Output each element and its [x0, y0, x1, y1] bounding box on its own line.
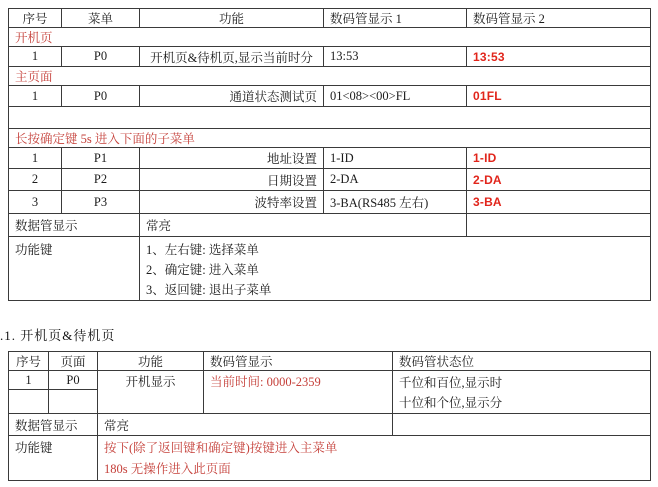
cell-menu: P2 [62, 169, 140, 191]
function-keys-list [98, 436, 651, 481]
col-header-seq: 序号 [9, 9, 62, 28]
cell-function: 波特率设置 [140, 191, 324, 214]
tube-display-label: 数据管显示 [9, 414, 98, 436]
function-key-item: 1、左右键: 选择菜单 [146, 243, 259, 257]
tube-display-value: 常亮 [98, 414, 393, 436]
function-key-item: 2、确定键: 进入菜单 [146, 263, 259, 277]
cell-display2: 3-BA [467, 191, 651, 214]
cell-menu: P3 [62, 191, 140, 214]
empty-cell [467, 214, 651, 237]
cell-function: 开机页&待机页,显示当前时分 [140, 47, 324, 67]
tube-display-label: 数据管显示 [9, 214, 140, 237]
table2-header-row [9, 352, 651, 371]
spacer-row [9, 107, 651, 129]
cell-function: 通道状态测试页 [140, 86, 324, 107]
spacer-cell [9, 107, 651, 129]
cell-seq: 1 [9, 148, 62, 169]
cell-menu: P1 [62, 148, 140, 169]
cell-seq: 1 [9, 86, 62, 107]
status-line: 千位和百位,显示时 [399, 376, 503, 390]
cell-display: 当前时间: 0000-2359 [204, 371, 393, 414]
tube-display-row [9, 414, 651, 436]
table-row [9, 371, 651, 414]
cell-function: 开机显示 [98, 371, 204, 414]
cell-seq: 1 [9, 47, 62, 67]
status-line: 十位和个位,显示分 [399, 396, 503, 410]
section-label-main: 主页面 [9, 67, 651, 86]
col-header-menu: 菜单 [62, 9, 140, 28]
section-label-boot: 开机页 [9, 28, 651, 47]
cell-seq [9, 371, 49, 414]
section-row-boot [9, 28, 651, 47]
table1-header-row [9, 9, 651, 28]
function-keys-row [9, 237, 651, 301]
col-header-seq: 序号 [9, 352, 49, 371]
function-keys-label: 功能键 [9, 237, 140, 301]
section-row-submenu [9, 129, 651, 148]
cell-page [49, 371, 98, 414]
function-key-item: 按下(除了返回键和确定键)按键进入主菜单 [104, 441, 338, 455]
function-keys-list [140, 237, 651, 301]
col-header-display2: 数码管显示 2 [467, 9, 651, 28]
cell-display2: 2-DA [467, 169, 651, 191]
cell-display2: 13:53 [467, 47, 651, 67]
cell-display2: 1-ID [467, 148, 651, 169]
cell-display1: 2-DA [324, 169, 467, 191]
menu-overview-table [8, 8, 651, 301]
section-label-submenu: 长按确定键 5s 进入下面的子菜单 [9, 129, 651, 148]
cell-menu: P0 [62, 86, 140, 107]
col-header-page: 页面 [49, 352, 98, 371]
document-page [0, 8, 658, 487]
cell-status [393, 371, 651, 414]
function-keys-label: 功能键 [9, 436, 98, 481]
tube-display-row [9, 214, 651, 237]
cell-display1: 01<08><00>FL [324, 86, 467, 107]
empty-cell [393, 414, 651, 436]
table-row [9, 191, 651, 214]
cell-seq: 3 [9, 191, 62, 214]
section-heading: .1. 开机页&待机页 [0, 328, 116, 343]
cell-seq: 2 [9, 169, 62, 191]
cell-display1: 13:53 [324, 47, 467, 67]
function-keys-row [9, 436, 651, 481]
cell-display1: 1-ID [324, 148, 467, 169]
tube-display-value: 常亮 [140, 214, 467, 237]
col-header-display: 数码管显示 [204, 352, 393, 371]
table-row [9, 169, 651, 191]
cell-menu: P0 [62, 47, 140, 67]
col-header-function: 功能 [140, 9, 324, 28]
col-header-function: 功能 [98, 352, 204, 371]
cell-display1: 3-BA(RS485 左右) [324, 191, 467, 214]
cell-function: 日期设置 [140, 169, 324, 191]
table-row [9, 86, 651, 107]
boot-page-table [8, 351, 651, 481]
cell-seq-value: 1 [9, 371, 48, 390]
table-row [9, 148, 651, 169]
col-header-display1: 数码管显示 1 [324, 9, 467, 28]
cell-display2: 01FL [467, 86, 651, 107]
cell-page-value: P0 [49, 371, 97, 390]
section-row-main [9, 67, 651, 86]
function-key-item: 3、返回键: 退出子菜单 [146, 283, 272, 297]
cell-function: 地址设置 [140, 148, 324, 169]
table-row [9, 47, 651, 67]
col-header-status: 数码管状态位 [393, 352, 651, 371]
function-key-item: 180s 无操作进入此页面 [104, 462, 231, 476]
